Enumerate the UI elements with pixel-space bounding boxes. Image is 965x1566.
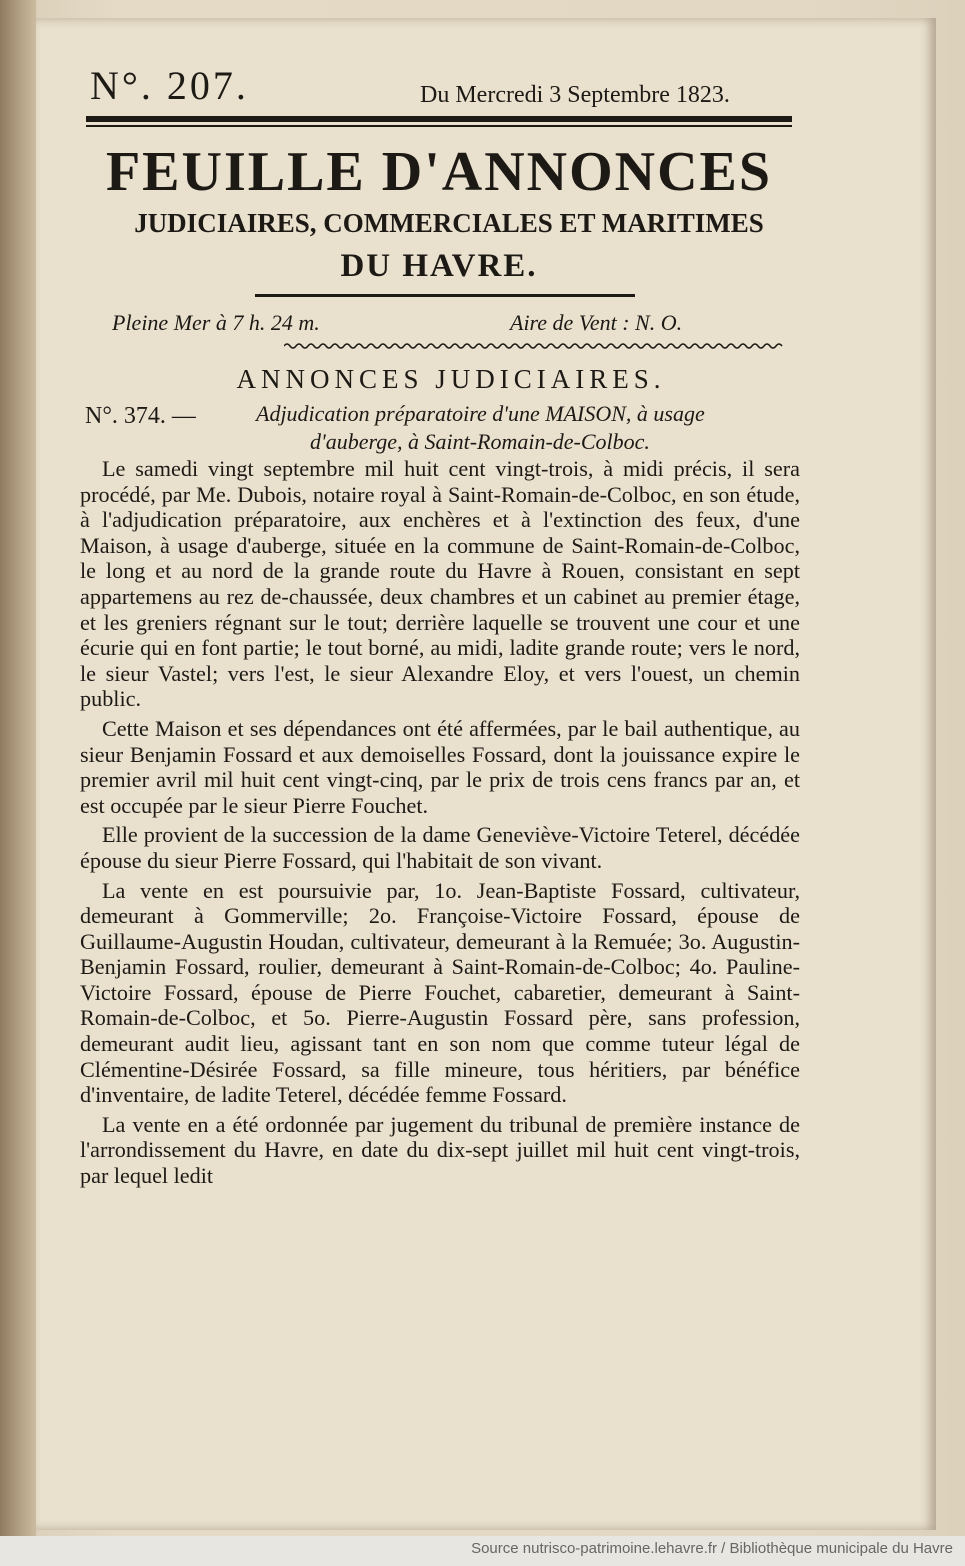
announcement-body — [80, 456, 800, 1193]
announcement-title-line1: Adjudication préparatoire d'une MAISON, à usage — [256, 401, 705, 426]
masthead-title: FEUILLE D'ANNONCES — [105, 141, 773, 203]
paragraph: Le samedi vingt septembre mil huit cent vingt-trois, à midi précis, il sera procédé, par Me. Dubois, notaire royal à Saint-Romain-de-Colboc, en son étude, à l'adjudication préparatoire, aux enchères et à l'extinction des feux, d'une Maison, à usage d'auberge, située en la commune de Saint-Romain-de-Colboc, le long et au nord de la grande route du Havre à Rouen, consistant en sept appartemens au rez de-chaussée, deux chambres et un cabinet au premier étage, et les greniers régnant sur le tout; derrière laquelle se trouvent une cour et une écurie qui en font partie; le tout borné, au midi, ladite grande route; vers le nord, le sieur Vastel; vers l'est, le sieur Alexandre Eloy, et vers l'ouest, un chemin public. — [80, 456, 800, 712]
issue-number: N°. 207. — [90, 63, 249, 108]
wind-info: Aire de Vent : N. O. — [510, 310, 683, 335]
header-rule-thick — [86, 116, 792, 122]
announcement-title-line2: d'auberge, à Saint-Romain-de-Colboc. — [310, 429, 650, 454]
header-rule-thin — [86, 125, 792, 127]
paragraph: Cette Maison et ses dépendances ont été affermées, par le bail authentique, au sieur Benjamin Fossard et aux demoiselles Fossard, dont la jouissance expire le premier avril mil huit cent vingt-cinq, par le prix de trois cens francs par an, et est occupée par le sieur Pierre Fouchet. — [80, 715, 800, 818]
source-credit: Source nutrisco-patrimoine.lehavre.fr / Bibliothèque municipale du Havre — [471, 1540, 953, 1557]
paragraph: La vente en a été ordonnée par jugement du tribunal de première instance de l'arrondissement du Havre, en date du dix-sept juillet mil huit cent vingt-trois, par lequel ledit — [80, 1111, 800, 1189]
announcement-title — [256, 400, 826, 456]
masthead-place: DU HAVRE. — [340, 248, 538, 284]
tide-info: Pleine Mer à 7 h. 24 m. — [112, 310, 320, 335]
announcement-number: N°. 374. — — [85, 403, 196, 429]
section-title: ANNONCES JUDICIAIRES. — [236, 364, 666, 394]
issue-date: Du Mercredi 3 Septembre 1823. — [420, 82, 730, 108]
masthead-subtitle: JUDICIAIRES, COMMERCIALES ET MARITIMES — [134, 208, 764, 238]
paragraph: La vente en est poursuivie par, 1o. Jean-Baptiste Fossard, cultivateur, demeurant à Gommerville; 2o. Françoise-Victoire Fossard, épouse de Guillaume-Augustin Houdan, cultivateur, demeurant à la Remuée; 3o. Augustin-Benjamin Fossard, roulier, demeurant à Saint-Romain-de-Colboc; 4o. Pauline-Victoire Fossard, épouse de Pierre Fouchet, cabaretier, demeurant à Saint-Romain-de-Colboc, et 5o. Pierre-Augustin Fossard père, sans profession, demeurant audit lieu, agissant tant en son nom que comme tuteur légal de Clémentine-Désirée Fossard, sa fille mineure, tous héritiers, par bénéfice d'inventaire, de ladite Teterel, décédée femme Fossard. — [80, 877, 800, 1108]
binding-edge — [0, 0, 36, 1536]
wavy-divider — [284, 342, 784, 350]
paragraph: Elle provient de la succession de la dame Geneviève-Victoire Teterel, décédée épouse du sieur Pierre Fossard, qui l'habitait de son vivant. — [80, 822, 800, 873]
masthead-rule — [255, 294, 635, 297]
